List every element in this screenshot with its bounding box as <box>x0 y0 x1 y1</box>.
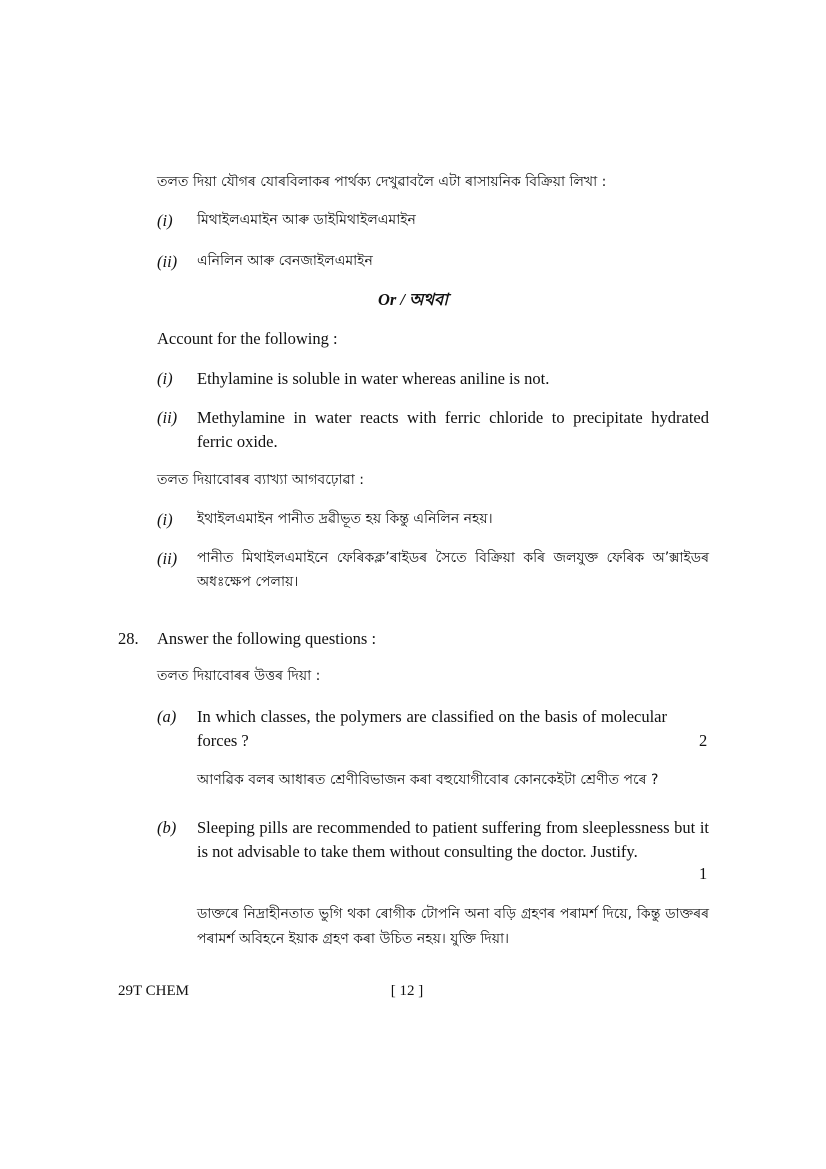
item-text: পানীত মিথাইলএমাইনে ফেৰিকক্ল’ৰাইডৰ সৈতে বিক্ৰিয়া কৰি জলযুক্ত ফেৰিক অ’ক্সাইডৰ অধঃক্ষেপ পেলায়। <box>197 550 709 590</box>
item-text: Ethylamine is soluble in water whereas aniline is not. <box>197 369 550 388</box>
instruction-assamese: তলত দিয়াবোৰৰ ব্যাখ্যা আগবঢ়োৱা : <box>157 472 364 488</box>
part-text-assamese: আণৱিক বলৰ আধাৰত শ্ৰেণীবিভাজন কৰা বহুযোগীবোৰ কোনকেইটা শ্ৰেণীত পৰে ? <box>197 772 659 788</box>
item-label: (i) <box>157 510 173 529</box>
item-text: Methylamine in water reacts with ferric chloride to precipitate hydrated ferric oxide. <box>197 408 709 451</box>
marks: 2 <box>699 731 708 750</box>
item-text: মিথাইলএমাইন আৰু ডাইমিথাইলএমাইন <box>197 212 416 228</box>
marks: 1 <box>699 864 708 883</box>
item-label: (ii) <box>157 549 178 568</box>
part-label: (b) <box>157 818 177 837</box>
question-number: 28. <box>118 629 139 648</box>
part-text: Sleeping pills are recommended to patient suffering from sleeplessness but it is not advisable to take them without consulting the doctor. Justify. <box>197 818 709 861</box>
or-separator: Or / অথবা <box>377 290 449 309</box>
question-title: Answer the following questions : <box>157 629 377 648</box>
item-text: ইথাইলএমাইন পানীত দ্ৰৱীভূত হয় কিন্তু এনিলিন নহয়। <box>197 511 493 527</box>
page-number: [ 12 ] <box>390 983 424 999</box>
part-text-assamese: ডাক্তৰে নিদ্ৰাহীনতাত ভুগি থকা ৰোগীক টোপনি অনা বড়ি গ্ৰহণৰ পৰামৰ্শ দিয়ে, কিন্তু ডাক্তৰৰ পৰামৰ্শ অবিহনে ইয়াক গ্ৰহণ কৰা উচিত নহয়। যুক্তি দিয়া। <box>197 906 709 947</box>
part-label: (a) <box>157 707 177 726</box>
item-label: (ii) <box>157 252 178 271</box>
footer-code: 29T CHEM <box>118 983 189 999</box>
instruction-assamese: তলত দিয়া যৌগৰ যোৰবিলাকৰ পাৰ্থক্য দেখুৱাবলৈ এটা ৰাসায়নিক বিক্ৰিয়া লিখা : <box>157 174 607 190</box>
part-text: In which classes, the polymers are classified on the basis of molecular forces ? <box>197 707 667 750</box>
item-label: (i) <box>157 369 173 388</box>
question-title-assamese: তলত দিয়াবোৰৰ উত্তৰ দিয়া : <box>157 668 321 684</box>
item-label: (i) <box>157 211 173 230</box>
item-label: (ii) <box>157 408 178 427</box>
item-text: এনিলিন আৰু বেনজাইলএমাইন <box>197 253 373 269</box>
instruction-english: Account for the following : <box>157 329 338 348</box>
